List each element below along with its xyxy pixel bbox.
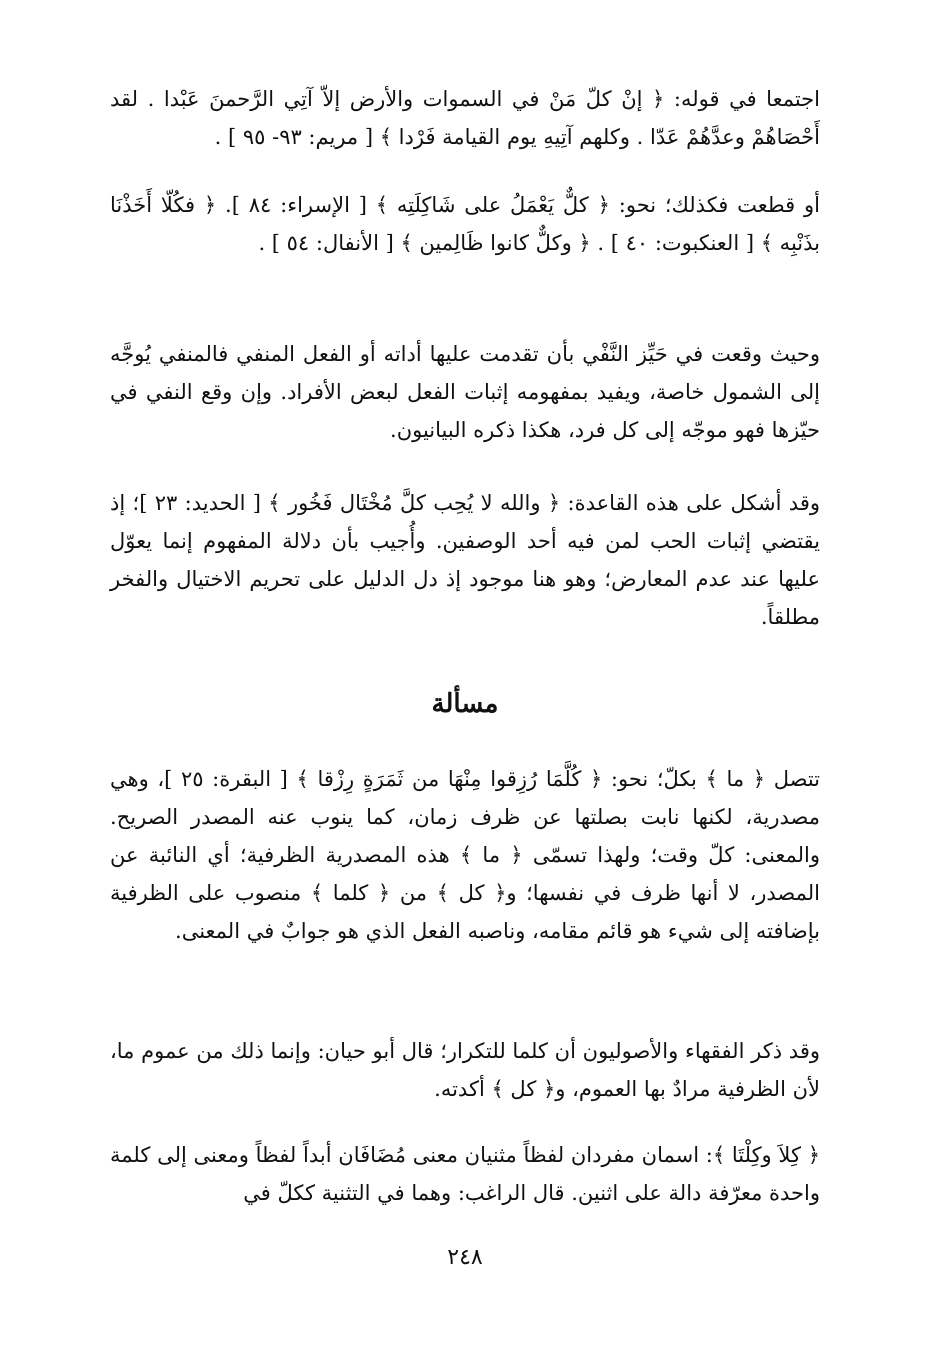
paragraph-repetition: وقد ذكر الفقهاء والأصوليون أن كلما للتكرار؛ قال أبو حيان: وإنما ذلك من عموم ما، لأن الظرفية مرادٌ بها العموم، و﴿ كل ﴾ أكدته. xyxy=(110,1039,820,1101)
paragraph-negation-scope: وحيث وقعت في حَيِّز النَّفْي بأن تقدمت عليها أداته أو الفعل المنفي فالمنفي يُوجَّه إلى الشمول خاصة، ويفيد بمفهومه إثبات الفعل لبعض الأفراد. وإن وقع النفي في حيّزها فهو موجّه إلى كل فرد، هكذا ذكره البيانيون. xyxy=(110,342,820,442)
paragraph-kullama: تتصل ﴿ ما ﴾ بكلّ؛ نحو: ﴿ كُلَّمَا رُزِقوا مِنْهَا من ثَمَرَةٍ رِزْقا ﴾ [ البقرة: ٢٥ ]، وهي مصدرية، لكنها نابت بصلتها عن ظرف زمان، كما ينوب عنه المصدر الصريح. والمعنى: كلّ وقت؛ ولهذا تسمّى ﴿ ما ﴾ هذه المصدرية الظرفية؛ أي النائبة عن المصدر، لا أنها ظرف في نفسها؛ و﴿ كل ﴾ من ﴿ كلما ﴾ منصوب على الظرفية بإضافته إلى شيء هو قائم مقامه، وناصبه الفعل الذي هو جوابٌ في المعنى. xyxy=(110,767,820,943)
paragraph-objection: وقد أشكل على هذه القاعدة: ﴿ والله لا يُحِب كلَّ مُخْتَال فَخُور ﴾ [ الحديد: ٢٣ ]؛ إذ يقتضي إثبات الحب لمن فيه أحد الوصفين. وأُجيب بأن دلالة المفهوم إنما يعوّل عليها عند عدم المعارض؛ وهو هنا موجود إذ دل الدليل على تحريم الاختيال والفخر مطلقاً. xyxy=(110,491,821,629)
section-heading: مسألة xyxy=(431,689,499,719)
page-number: ٢٤٨ xyxy=(447,1245,483,1270)
paragraph-quran-maryam: اجتمعا في قوله: ﴿ إنْ كلّ مَنْ في السموات والأرض إلاّ آتِي الرَّحمنَ عَبْدا . لقد أَحْصَاهُمْ وعدَّهُمْ عَدّا . وكلهم آتِيهِ يوم القيامة فَرْدا ﴾ [ مريم: ٩٣- ٩٥ ] . xyxy=(110,87,820,149)
paragraph-kull-examples: أو قطعت فكذلك؛ نحو: ﴿ كلٌّ يَعْمَلُ على شَاكِلَتِه ﴾ [ الإسراء: ٨٤ ]. ﴿ فكُلّا أَخَذْنَا بذَنْبِه ﴾ [ العنكبوت: ٤٠ ] . ﴿ وكلٌّ كانوا ظَالِمين ﴾ [ الأنفال: ٥٤ ] . xyxy=(110,193,820,255)
paragraph-kila-kilta: ﴿ كِلاَ وكِلْتَا ﴾: اسمان مفردان لفظاً مثنيان معنى مُضَافَان أبداً لفظاً ومعنى إلى كلمة واحدة معرّفة دالة على اثنين. قال الراغب: وهما في التثنية ككلّ في xyxy=(110,1143,820,1205)
